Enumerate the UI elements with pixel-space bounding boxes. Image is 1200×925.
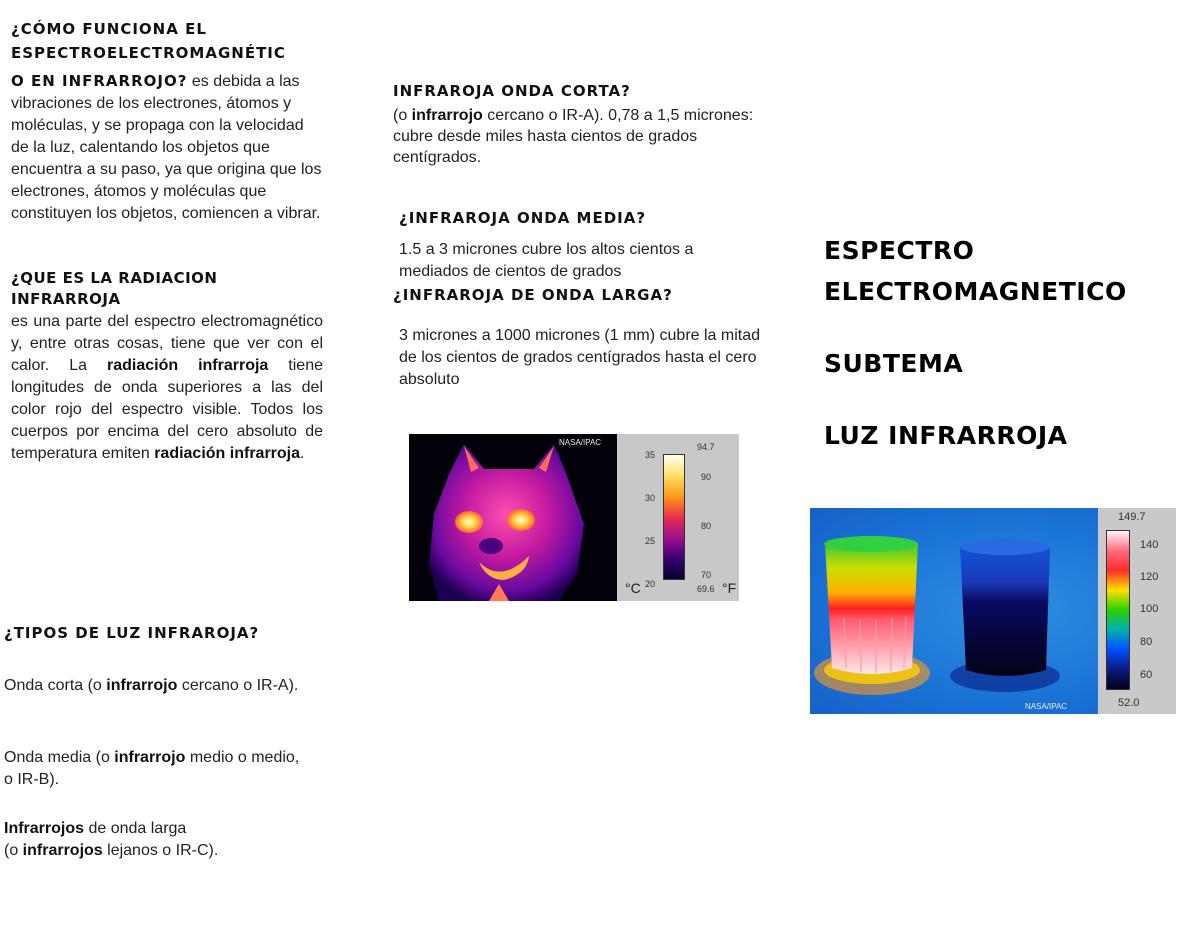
q2-text-3: .: [300, 445, 305, 462]
dog-c-tick: 25: [645, 536, 656, 546]
dog-c-tick: 35: [645, 450, 656, 460]
glasses-tick: 100: [1140, 603, 1159, 615]
dog-f-min: 69.6: [697, 584, 715, 594]
dog-f-tick: 90: [701, 472, 712, 482]
subtitle: SUBTEMA: [824, 349, 964, 378]
topic-title: LUZ INFRARROJA: [824, 421, 1068, 450]
long-wave-text: 3 micrones a 1000 micrones (1 mm) cubre la mitad de los cientos de grados centígrados hasta el cero absoluto: [399, 327, 761, 388]
dog-c-tick: 20: [645, 579, 656, 589]
q2-heading: [11, 268, 331, 310]
medium-wave-heading: ¿INFRAROJA ONDA MEDIA?: [399, 209, 647, 227]
thermal-glasses-image: [810, 508, 1176, 714]
q1-paragraph: [11, 70, 325, 225]
q1-text: es debida a las vibraciones de los electrones, átomos y moléculas, y se propaga con la velocidad de la luz, calentando los objetos que encuentra a su paso, ya que origina que los electrones, átomos y moléculas que constituyen los objetos, comiencen a vibrar.: [11, 73, 322, 222]
type-short-text-a: Onda corta (o: [4, 677, 107, 694]
short-wave-text-a: (o: [393, 107, 412, 124]
q2-bold-2: radiación infrarroja: [154, 445, 301, 462]
dog-f-tick: 80: [701, 521, 712, 531]
type-long-text-e: lejanos o IR-C).: [102, 842, 219, 859]
type-long-bold-2: infrarrojos: [22, 842, 103, 859]
short-wave-heading: INFRAROJA ONDA CORTA?: [393, 82, 631, 100]
type-medium-text-a: Onda media (o: [4, 749, 115, 766]
q2-paragraph: [11, 311, 323, 465]
q1-heading: [11, 17, 331, 65]
q1-heading-line2: ESPECTROELECTROMAGNÉTIC: [11, 44, 286, 62]
type-medium-bold: infrarrojo: [114, 749, 186, 766]
glasses-temperature-scale: [1098, 508, 1176, 714]
type-medium: [4, 747, 304, 791]
q1-heading-line3: O EN INFRARROJO?: [11, 72, 188, 90]
glasses-tick: 120: [1140, 571, 1159, 583]
dog-unit-f: °F: [722, 580, 737, 596]
q2-text-1: es una parte del espectro electromagnético y, entre otras cosas, tiene que ver con el calor. La: [11, 313, 323, 374]
main-title-line1: ESPECTRO: [824, 236, 975, 265]
dog-f-max: 94.7: [697, 442, 715, 452]
thermal-glasses-figure: [810, 508, 1098, 714]
type-long: [4, 818, 324, 862]
main-title-line2: ELECTROMAGNETICO: [824, 277, 1127, 306]
glasses-color-bar: [1106, 530, 1130, 690]
thermal-dog-image: [409, 434, 739, 601]
type-long-text-c: (o: [4, 842, 23, 859]
type-short-text-c: cercano o IR-A).: [177, 677, 299, 694]
type-short: [4, 675, 324, 697]
glasses-max: 149.7: [1118, 511, 1146, 523]
dog-color-bar: [663, 454, 685, 580]
glasses-tick: 60: [1140, 669, 1153, 681]
glasses-min: 52.0: [1118, 697, 1140, 709]
type-short-bold: infrarrojo: [106, 677, 178, 694]
main-title: [824, 230, 1194, 312]
thermal-dog-figure: [409, 434, 617, 601]
q1-heading-line1: ¿CÓMO FUNCIONA EL: [11, 20, 207, 38]
medium-wave-text: 1.5 a 3 micrones cubre los altos cientos a mediados de cientos de grados: [399, 241, 694, 280]
q2-bold-1: radiación infrarroja: [106, 357, 269, 374]
dog-credit: NASA/IPAC: [559, 438, 602, 447]
dog-unit-c: °C: [625, 580, 641, 596]
q2-text-2: tiene longitudes de onda superiores a las del color rojo del espectro visible. Todos los cuerpos por encima del cero absoluto de temperatura emiten: [11, 357, 323, 462]
type-long-text-a: de onda larga: [84, 820, 187, 837]
type-long-bold-1: Infrarrojos: [4, 820, 85, 837]
type-medium-text-c: medio o medio, o IR-B).: [4, 749, 300, 788]
q2-heading-line1: ¿QUE ES LA RADIACION: [11, 269, 218, 287]
long-wave-heading: ¿INFRAROJA DE ONDA LARGA?: [393, 286, 673, 304]
dog-temperature-scale: [617, 434, 739, 601]
glasses-credit: NASA/IPAC: [1025, 702, 1068, 711]
short-wave-text-c: cercano o IR-A). 0,78 a 1,5 micrones: cubre desde miles hasta cientos de grados centígrados.: [393, 107, 754, 166]
glasses-tick: 80: [1140, 636, 1153, 648]
glasses-tick: 140: [1140, 539, 1159, 551]
short-wave-bold: infrarrojo: [411, 107, 483, 124]
dog-f-tick: 70: [701, 570, 712, 580]
types-heading: ¿TIPOS DE LUZ INFRAROJA?: [4, 624, 260, 642]
q2-heading-line2: INFRARROJA: [11, 290, 121, 308]
short-wave-text: [393, 105, 773, 168]
dog-c-tick: 30: [645, 493, 656, 503]
